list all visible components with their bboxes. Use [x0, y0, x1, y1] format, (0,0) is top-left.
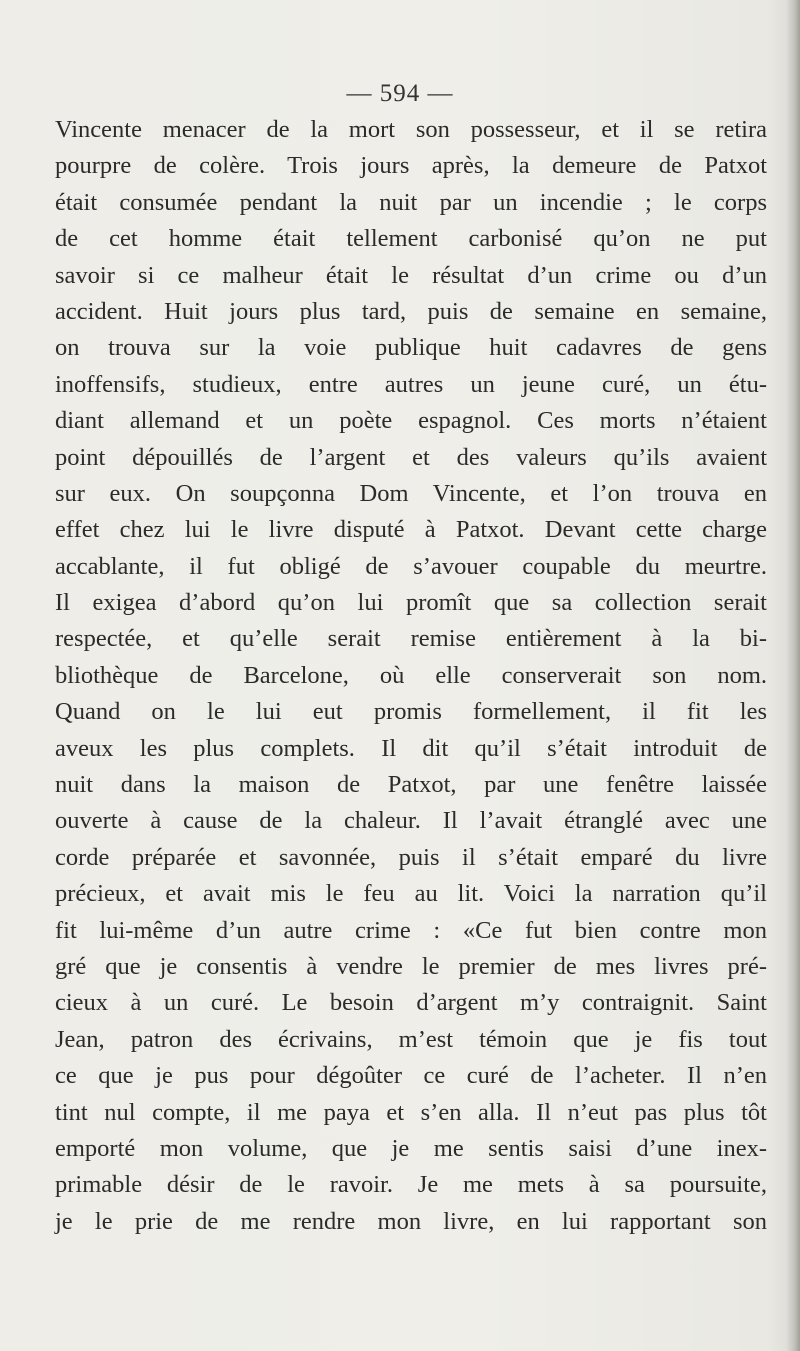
body-text [55, 112, 767, 1240]
text-line: précieux, et avait mis le feu au lit. Voici la narration qu’il [55, 880, 767, 908]
text-line: Il exigea d’abord qu’on lui promît que sa collection serait [55, 589, 767, 617]
text-line: inoffensifs, studieux, entre autres un jeune curé, un étu- [55, 370, 767, 398]
text-line: on trouva sur la voie publique huit cadavres de gens [55, 334, 767, 362]
text-line: fit lui-même d’un autre crime : «Ce fut bien contre mon [55, 916, 767, 944]
text-line: ce que je pus pour dégoûter ce curé de l’acheter. Il n’en [55, 1062, 767, 1090]
text-line: tint nul compte, il me paya et s’en alla. Il n’eut pas plus tôt [55, 1098, 767, 1126]
text-line: nuit dans la maison de Patxot, par une fenêtre laissée [55, 771, 767, 799]
text-line: primable désir de le ravoir. Je me mets à sa poursuite, [55, 1171, 767, 1199]
text-line: ouverte à cause de la chaleur. Il l’avait étranglé avec une [55, 807, 767, 835]
text-line: Vincente menacer de la mort son possesseur, et il se retira [55, 116, 767, 143]
page-number: — 594 — [346, 80, 454, 107]
text-line: Quand on le lui eut promis formellement, il fit les [55, 698, 767, 726]
text-line: savoir si ce malheur était le résultat d’un crime ou d’un [55, 261, 767, 289]
text-line: corde préparée et savonnée, puis il s’était emparé du livre [55, 843, 767, 871]
text-line: aveux les plus complets. Il dit qu’il s’était introduit de [55, 734, 767, 762]
text-line: je le prie de me rendre mon livre, en lui rapportant son [55, 1207, 767, 1235]
text-line: accablante, il fut obligé de s’avouer coupable du meurtre. [55, 552, 767, 580]
text-line: emporté mon volume, que je me sentis saisi d’une inex- [55, 1134, 767, 1162]
text-line: point dépouillés de l’argent et des valeurs qu’ils avaient [55, 443, 767, 471]
text-line: diant allemand et un poète espagnol. Ces morts n’étaient [55, 407, 767, 435]
page-edge-shadow [786, 0, 800, 1351]
text-line: sur eux. On soupçonna Dom Vincente, et l’on trouva en [55, 479, 767, 507]
text-line: était consumée pendant la nuit par un incendie ; le corps [55, 188, 767, 216]
text-line: accident. Huit jours plus tard, puis de semaine en semaine, [55, 297, 767, 325]
text-line: effet chez lui le livre disputé à Patxot. Devant cette charge [55, 516, 767, 544]
text-line: pourpre de colère. Trois jours après, la demeure de Patxot [55, 152, 767, 180]
text-line: gré que je consentis à vendre le premier de mes livres pré- [55, 952, 767, 980]
text-line: Jean, patron des écrivains, m’est témoin que je fis tout [55, 1025, 767, 1053]
text-line: de cet homme était tellement carbonisé qu’on ne put [55, 225, 767, 253]
text-line: bliothèque de Barcelone, où elle conserverait son nom. [55, 661, 767, 689]
text-line: cieux à un curé. Le besoin d’argent m’y contraignit. Saint [55, 989, 767, 1017]
text-line: respectée, et qu’elle serait remise entièrement à la bi- [55, 625, 767, 653]
